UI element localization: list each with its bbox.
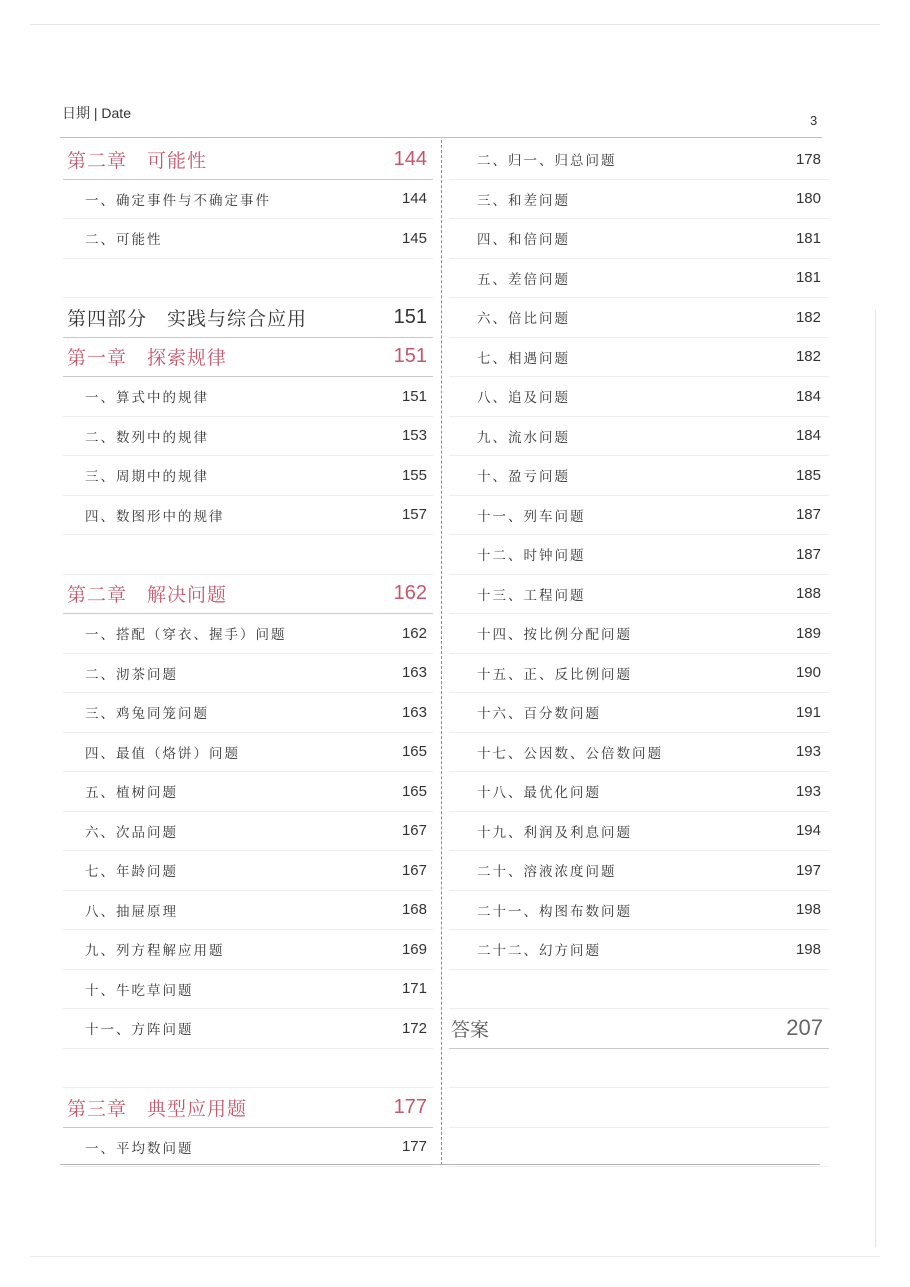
toc-entry-title: 四、数图形中的规律: [85, 508, 225, 525]
toc-entry-title: 十六、百分数问题: [477, 706, 601, 723]
column-divider: [441, 140, 442, 1165]
header-rule: [60, 137, 822, 138]
toc-section-entry[interactable]: [449, 417, 829, 457]
toc-entry-title: 七、相遇问题: [477, 350, 570, 367]
toc-entry-title: 二、归一、归总问题: [477, 153, 617, 170]
toc-entry-title: 四、和倍问题: [477, 232, 570, 249]
toc-entry-page: 182: [795, 348, 821, 366]
toc-right-column: [449, 140, 829, 1167]
toc-blank-row: [449, 1049, 829, 1089]
toc-section-entry[interactable]: [63, 693, 433, 733]
toc-section-entry[interactable]: [449, 298, 829, 338]
toc-section-entry[interactable]: [449, 377, 829, 417]
toc-section-entry[interactable]: [63, 417, 433, 457]
toc-entry-page: 157: [401, 506, 427, 524]
toc-entry-title: 二、沏茶问题: [85, 666, 178, 683]
toc-entry-page: 171: [401, 980, 427, 998]
toc-entry-title: 十七、公因数、公倍数问题: [477, 745, 663, 762]
toc-entry-title: 六、次品问题: [85, 824, 178, 841]
page-top-edge: [30, 24, 880, 25]
toc-entry-title: 答案: [451, 1018, 490, 1041]
toc-entry-page: 162: [401, 624, 427, 642]
toc-entry-title: 第四部分 实践与综合应用: [67, 307, 308, 330]
toc-entry-title: 十一、方阵问题: [85, 1022, 194, 1039]
toc-entry-page: 180: [795, 190, 821, 208]
toc-entry-page: 190: [795, 664, 821, 682]
toc-section-entry[interactable]: [449, 338, 829, 378]
toc-chapter-entry[interactable]: [63, 575, 433, 615]
toc-section-entry[interactable]: [449, 891, 829, 931]
toc-section-entry[interactable]: [449, 654, 829, 694]
toc-entry-page: 184: [795, 427, 821, 445]
toc-entry-title: 二十一、构图布数问题: [477, 903, 632, 920]
toc-section-entry[interactable]: [449, 219, 829, 259]
toc-section-entry[interactable]: [63, 219, 433, 259]
toc-entry-page: 193: [795, 782, 821, 800]
toc-entry-page: 163: [401, 664, 427, 682]
toc-entry-page: 184: [795, 387, 821, 405]
toc-entry-title: 九、列方程解应用题: [85, 943, 225, 960]
toc-entry-title: 七、年龄问题: [85, 864, 178, 881]
toc-section-entry[interactable]: [63, 1128, 433, 1168]
toc-chapter-entry[interactable]: [63, 140, 433, 180]
toc-section-entry[interactable]: [63, 812, 433, 852]
toc-entry-page: 165: [401, 743, 427, 761]
toc-entry-page: 163: [401, 703, 427, 721]
page-bottom-edge: [30, 1256, 880, 1257]
toc-entry-title: 九、流水问题: [477, 429, 570, 446]
toc-blank-row: [63, 259, 433, 299]
toc-section-entry[interactable]: [63, 180, 433, 220]
toc-entry-page: 181: [795, 269, 821, 287]
toc-blank-row: [449, 1088, 829, 1128]
toc-entry-page: 191: [795, 703, 821, 721]
toc-entry-title: 十二、时钟问题: [477, 548, 586, 565]
toc-entry-title: 十五、正、反比例问题: [477, 666, 632, 683]
toc-entry-page: 172: [401, 1019, 427, 1037]
toc-answers-entry[interactable]: [449, 1009, 829, 1049]
toc-entry-page: 187: [795, 506, 821, 524]
toc-entry-title: 十八、最优化问题: [477, 785, 601, 802]
toc-entry-page: 145: [401, 229, 427, 247]
toc-entry-title: 第三章 典型应用题: [67, 1097, 248, 1120]
toc-entry-title: 二十二、幻方问题: [477, 943, 601, 960]
toc-entry-title: 五、植树问题: [85, 785, 178, 802]
toc-entry-title: 一、确定事件与不确定事件: [85, 192, 271, 209]
bottom-rule: [60, 1164, 820, 1165]
toc-section-entry[interactable]: [63, 772, 433, 812]
toc-entry-page: 198: [795, 940, 821, 958]
toc-section-entry[interactable]: [63, 377, 433, 417]
toc-section-entry[interactable]: [63, 930, 433, 970]
toc-entry-page: 167: [401, 861, 427, 879]
date-label: 日期 | Date: [62, 105, 131, 121]
toc-entry-page: 151: [393, 305, 427, 328]
toc-entry-page: 144: [393, 147, 427, 170]
toc-entry-page: 177: [393, 1095, 427, 1118]
toc-section-entry[interactable]: [449, 140, 829, 180]
toc-entry-page: 165: [401, 782, 427, 800]
toc-entry-page: 167: [401, 822, 427, 840]
toc-section-entry[interactable]: [449, 535, 829, 575]
toc-section-entry[interactable]: [63, 891, 433, 931]
toc-entry-page: 169: [401, 940, 427, 958]
toc-entry-title: 十四、按比例分配问题: [477, 627, 632, 644]
toc-section-entry[interactable]: [449, 259, 829, 299]
toc-entry-title: 一、搭配（穿衣、握手）问题: [85, 627, 287, 644]
toc-entry-page: 177: [401, 1138, 427, 1156]
toc-entry-title: 一、算式中的规律: [85, 390, 209, 407]
toc-section-entry[interactable]: [63, 496, 433, 536]
toc-entry-page: 178: [795, 150, 821, 168]
toc-chapter-entry[interactable]: [63, 1088, 433, 1128]
toc-section-entry[interactable]: [63, 733, 433, 773]
toc-entry-title: 二、数列中的规律: [85, 429, 209, 446]
toc-entry-page: 155: [401, 466, 427, 484]
toc-entry-page: 207: [786, 1015, 823, 1041]
toc-blank-row: [63, 535, 433, 575]
toc-entry-title: 十三、工程问题: [477, 587, 586, 604]
toc-entry-page: 182: [795, 308, 821, 326]
toc-entry-title: 八、抽屉原理: [85, 903, 178, 920]
toc-section-entry[interactable]: [63, 1009, 433, 1049]
toc-entry-title: 一、平均数问题: [85, 1140, 194, 1157]
toc-entry-title: 第二章 可能性: [67, 149, 208, 172]
toc-chapter-entry[interactable]: [63, 338, 433, 378]
toc-entry-title: 第二章 解决问题: [67, 584, 228, 607]
toc-section-entry[interactable]: [63, 970, 433, 1010]
toc-section-entry[interactable]: [449, 733, 829, 773]
toc-section-entry[interactable]: [449, 496, 829, 536]
toc-section-entry[interactable]: [449, 812, 829, 852]
toc-entry-page: 194: [795, 822, 821, 840]
toc-section-entry[interactable]: [449, 772, 829, 812]
page-number: 3: [810, 113, 818, 128]
toc-section-entry[interactable]: [63, 614, 433, 654]
toc-entry-page: 198: [795, 901, 821, 919]
page-right-edge: [875, 310, 876, 1247]
toc-left-column: [63, 140, 433, 1167]
toc-entry-page: 151: [401, 387, 427, 405]
toc-section-entry[interactable]: [449, 180, 829, 220]
toc-entry-page: 162: [393, 582, 427, 605]
toc-entry-page: 187: [795, 545, 821, 563]
toc-blank-row: [449, 970, 829, 1010]
toc-section-entry[interactable]: [449, 456, 829, 496]
toc-entry-page: 153: [401, 427, 427, 445]
toc-entry-title: 三、周期中的规律: [85, 469, 209, 486]
toc-entry-title: 六、倍比问题: [477, 311, 570, 328]
toc-entry-title: 第一章 探索规律: [67, 347, 228, 370]
toc-section-entry[interactable]: [449, 851, 829, 891]
toc-section-entry[interactable]: [63, 851, 433, 891]
toc-entry-title: 二十、溶液浓度问题: [477, 864, 617, 881]
toc-entry-title: 十一、列车问题: [477, 508, 586, 525]
toc-entry-page: 144: [401, 190, 427, 208]
toc-entry-title: 十九、利润及利息问题: [477, 824, 632, 841]
toc-section-entry[interactable]: [449, 693, 829, 733]
toc-entry-page: 197: [795, 861, 821, 879]
toc-part-entry[interactable]: [63, 298, 433, 338]
toc-section-entry[interactable]: [63, 654, 433, 694]
toc-entry-title: 十、牛吃草问题: [85, 982, 194, 999]
toc-entry-title: 五、差倍问题: [477, 271, 570, 288]
toc-entry-page: 188: [795, 585, 821, 603]
toc-entry-title: 八、追及问题: [477, 390, 570, 407]
toc-entry-title: 十、盈亏问题: [477, 469, 570, 486]
toc-entry-title: 三、鸡兔同笼问题: [85, 706, 209, 723]
toc-section-entry[interactable]: [449, 614, 829, 654]
toc-entry-page: 185: [795, 466, 821, 484]
toc-entry-title: 四、最值（烙饼）问题: [85, 745, 240, 762]
toc-section-entry[interactable]: [449, 575, 829, 615]
toc-entry-page: 193: [795, 743, 821, 761]
toc-section-entry[interactable]: [63, 456, 433, 496]
toc-entry-page: 181: [795, 229, 821, 247]
toc-entry-page: 189: [795, 624, 821, 642]
toc-entry-page: 168: [401, 901, 427, 919]
toc-blank-row: [63, 1049, 433, 1089]
toc-entry-page: 151: [393, 345, 427, 368]
toc-blank-row: [449, 1128, 829, 1168]
toc-entry-title: 二、可能性: [85, 232, 163, 249]
toc-section-entry[interactable]: [449, 930, 829, 970]
toc-entry-title: 三、和差问题: [477, 192, 570, 209]
